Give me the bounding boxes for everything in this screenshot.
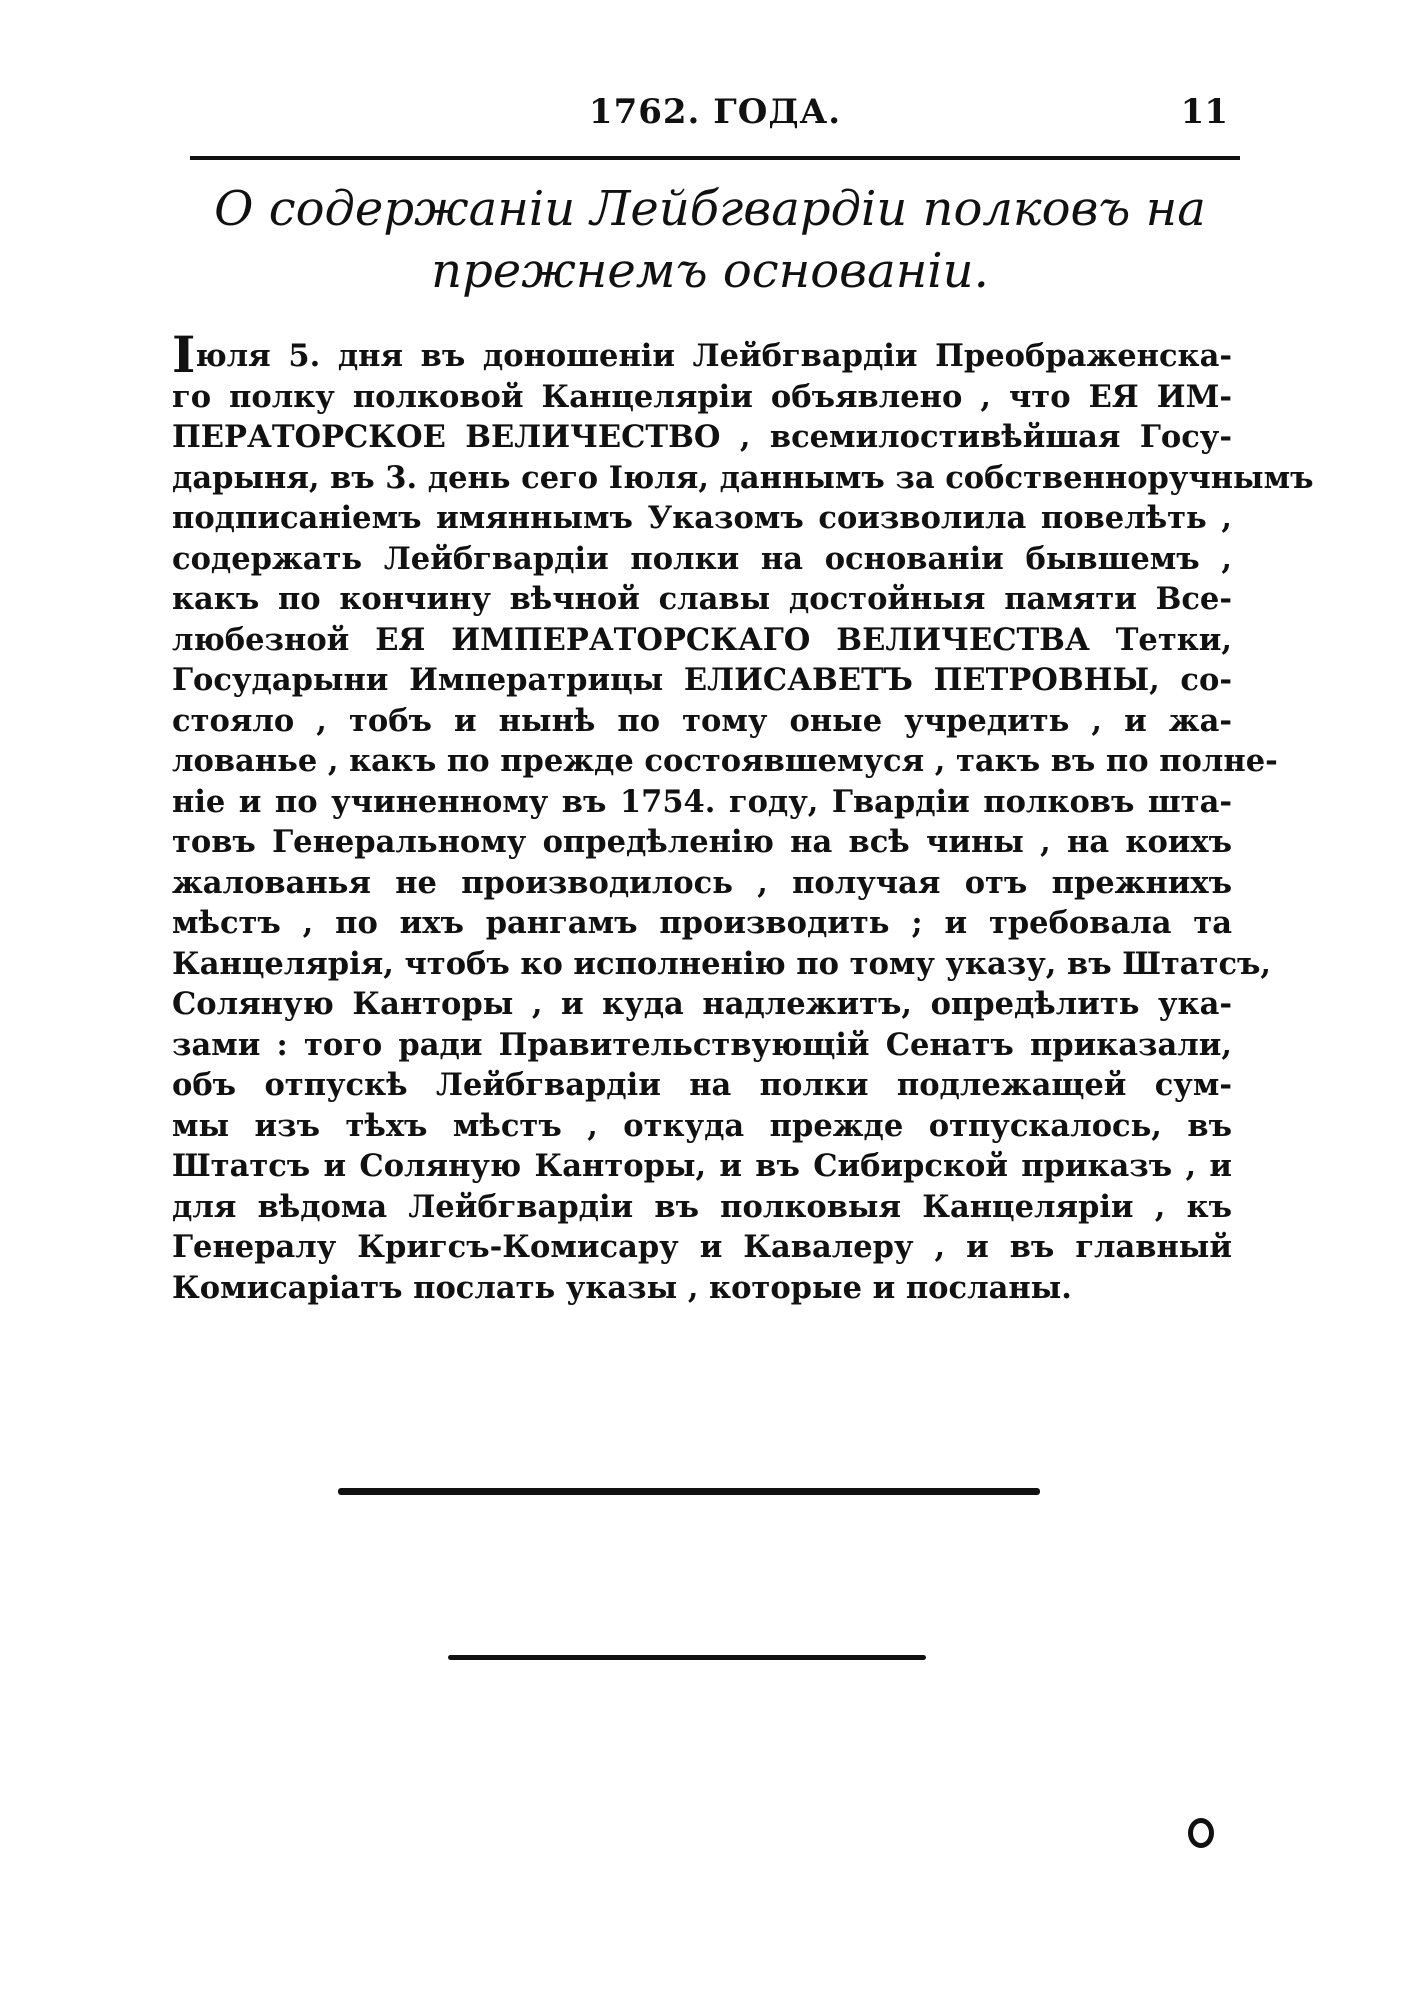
header-rule (190, 156, 1240, 160)
body-line: любезной ЕЯ ИМПЕРАТОРСКАГО ВЕЛИЧЕСТВА Тетки, (172, 621, 1232, 658)
body-paragraph (172, 325, 1314, 1308)
body-line: стояло , тобъ и нынѣ по тому оные учредить , и жа- (172, 702, 1232, 739)
closing-rule (448, 1655, 926, 1660)
body-line: Штатсъ и Соляную Канторы, и въ Сибирской приказъ , и (172, 1148, 1232, 1184)
body-line: Государыни Императрицы ЕЛИСАВЕТЪ ПЕТРОВНЫ, со- (172, 662, 1232, 698)
body-line: какъ по кончину вѣчной славы достойныя памяти Все- (172, 581, 1232, 617)
body-line: жалованья не производилось , получая отъ прежнихъ (172, 864, 1232, 901)
section-heading (170, 178, 1250, 302)
section-divider-rule (338, 1488, 1040, 1495)
body-line (172, 325, 1232, 384)
body-line: Канцелярiя, чтобъ ко исполненiю по тому указу, въ Штатсъ, (172, 945, 1272, 982)
body-line: объ отпускѣ Лейбгвардiи на полки подлежащей сум- (172, 1067, 1232, 1103)
body-line: мѣстъ , по ихъ рангамъ производить ; и требовала та (172, 905, 1232, 941)
body-line: лованье , какъ по прежде состоявшемуся , такъ въ по полне- (172, 743, 1278, 779)
body-line: зами : того ради Правительствующiй Сенатъ приказали, (172, 1026, 1232, 1063)
body-line: подписанiемъ имяннымъ Указомъ соизволила повелѣть , (172, 500, 1232, 536)
page-number: 11 (1180, 92, 1228, 132)
heading-line-1: О содержанiи Лейбгвардiи полковъ на (214, 181, 1206, 237)
body-line: ПЕРАТОРСКОЕ ВЕЛИЧЕСТВО , всемилостивѣйшая Госу- (172, 419, 1232, 455)
body-line: дарыня, въ 3. день сего Iюля, даннымъ за собственноручнымъ (172, 459, 1314, 496)
body-line-text: юля 5. дня въ доношенiи Лейбгвардiи Преображенска- (195, 338, 1232, 374)
body-line: го полку полковой Канцелярiи объявлено , что ЕЯ ИМ- (172, 378, 1232, 415)
body-line: Соляную Канторы , и куда надлежитъ, опредѣлить ука- (172, 986, 1232, 1022)
body-line: содержать Лейбгвардiи полки на основанiи бывшемъ , (172, 540, 1232, 577)
body-line: Комисарiатъ послать указы , которые и посланы. (172, 1269, 1072, 1306)
body-line: мы изъ тѣхъ мѣстъ , откуда прежде отпускалось, въ (172, 1107, 1232, 1144)
body-line: товъ Генеральному опредѣленiю на всѣ чины , на коихъ (172, 824, 1232, 860)
body-line: нiе и по учиненному въ 1754. году, Гвардiи полковъ шта- (172, 783, 1232, 820)
body-line: для вѣдома Лейбгвардiи въ полковыя Канцелярiи , къ (172, 1188, 1232, 1225)
running-head (190, 92, 1240, 142)
heading-line-2: прежнемъ основанiи. (431, 243, 989, 299)
body-line: Генералу Кригсъ-Комисару и Кавалеру , и въ главный (172, 1229, 1232, 1265)
running-title: 1762. ГОДА. (588, 92, 842, 132)
drop-cap: I (172, 325, 196, 384)
printer-mark-icon (1188, 1818, 1214, 1848)
